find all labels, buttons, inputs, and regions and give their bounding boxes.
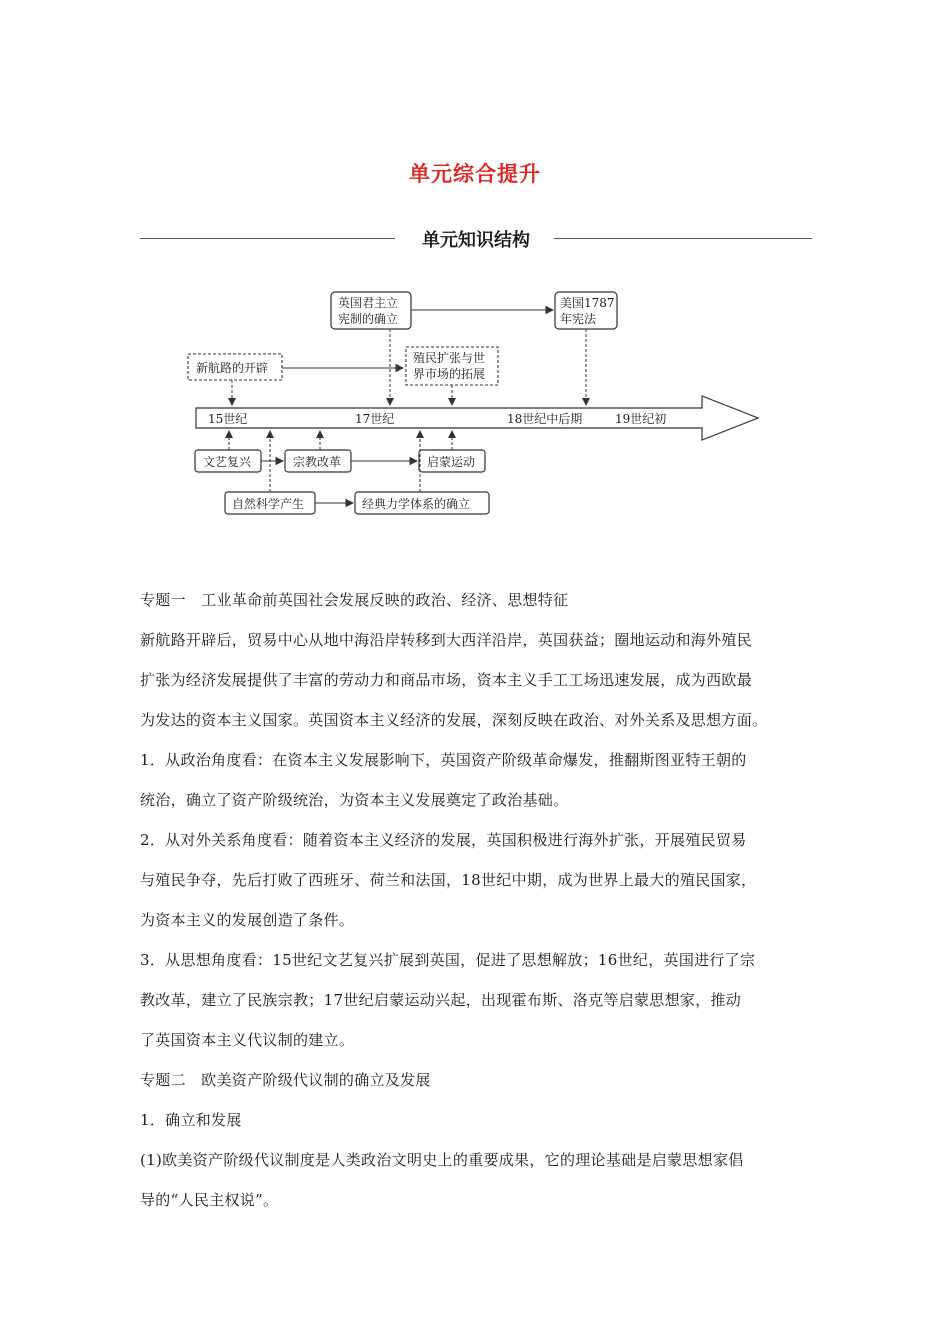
box-us-constitution-line1: 美国1787 [560, 296, 615, 310]
topic2-sub1: 1．确立和发展 [140, 1111, 242, 1129]
topic2-heading: 专题二 欧美资产阶级代议制的确立及发展 [140, 1071, 431, 1089]
topic1-intro-line1: 新航路开辟后，贸易中心从地中海沿岸转移到大西洋沿岸，英国获益；圈地运动和海外殖民 [140, 631, 753, 649]
point1-line1: 1．从政治角度看：在资本主义发展影响下，英国资产阶级革命爆发，推翻斯图亚特王朝的 [140, 751, 747, 769]
box-natural-science-label: 自然科学产生 [232, 497, 305, 511]
body-text [140, 580, 820, 1220]
box-new-routes-label: 新航路的开辟 [196, 361, 269, 375]
timeline-label-18c: 18世纪中后期 [507, 412, 583, 426]
box-us-constitution-line2: 年宪法 [560, 312, 597, 326]
point2-line1: 2．从对外关系角度看：随着资本主义经济的发展，英国积极进行海外扩张，开展殖民贸易 [140, 831, 747, 849]
box-classical-mechanics-label: 经典力学体系的确立 [362, 497, 471, 511]
box-enlightenment-label: 启蒙运动 [427, 455, 476, 469]
point2-line2: 与殖民争夺，先后打败了西班牙、荷兰和法国，18世纪中期，成为世界上最大的殖民国家， [140, 871, 757, 889]
box-renaissance-label: 文艺复兴 [203, 455, 252, 469]
box-colonial-line1: 殖民扩张与世 [413, 351, 486, 365]
box-colonial-line2: 界市场的拓展 [413, 367, 486, 381]
point3-line2: 教改革，建立了民族宗教；17世纪启蒙运动兴起，出现霍布斯、洛克等启蒙思想家，推动 [140, 991, 742, 1009]
topic2-item1-line2: 导的“人民主权说”。 [140, 1191, 279, 1209]
topic2-item1-line1: (1)欧美资产阶级代议制度是人类政治文明史上的重要成果，它的理论基础是启蒙思想家倡 [140, 1151, 744, 1169]
point1-line2: 统治，确立了资产阶级统治，为资本主义发展奠定了政治基础。 [140, 791, 569, 809]
point3-line3: 了英国资本主义代议制的建立。 [140, 1031, 355, 1049]
timeline-arrow [196, 396, 758, 440]
box-reformation-label: 宗教改革 [293, 455, 342, 469]
section-title: 单元知识结构 [422, 230, 530, 251]
knowledge-structure-diagram [0, 0, 950, 560]
point2-line3: 为资本主义的发展创造了条件。 [140, 911, 355, 929]
point3-line1: 3．从思想角度看：15世纪文艺复兴扩展到英国，促进了思想解放；16世纪，英国进行了宗 [140, 951, 756, 969]
timeline-label-19c: 19世纪初 [615, 412, 667, 426]
page-title: 单元综合提升 [409, 162, 541, 186]
timeline-label-15c: 15世纪 [208, 412, 248, 426]
topic1-intro-line3: 为发达的资本主义国家。英国资本主义经济的发展，深刻反映在政治、对外关系及思想方面。 [140, 711, 768, 729]
topic1-heading: 专题一 工业革命前英国社会发展反映的政治、经济、思想特征 [140, 591, 569, 609]
box-english-monarchy-line2: 宪制的确立 [338, 312, 399, 326]
timeline-label-17c: 17世纪 [355, 412, 395, 426]
box-english-monarchy-line1: 英国君主立 [338, 296, 399, 310]
topic1-intro-line2: 扩张为经济发展提供了丰富的劳动力和商品市场，资本主义手工工场迅速发展，成为西欧最 [140, 671, 753, 689]
